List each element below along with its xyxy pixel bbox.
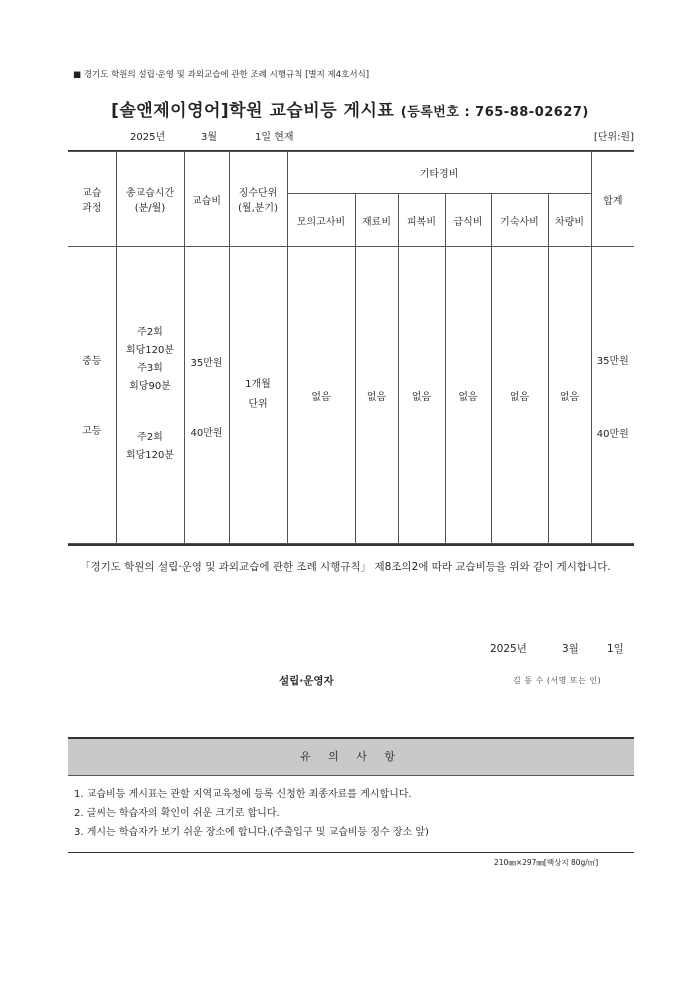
signer-name: 김 동 수 (서명 또는 인)	[513, 676, 602, 685]
course-middle: 중등	[82, 356, 102, 367]
notice-item: 1. 교습비등 게시표는 관할 지역교육청에 등록 신청한 최종자료를 게시합니다.	[74, 789, 412, 800]
notice-bottom-rule	[68, 852, 634, 853]
form-reference-note: ■ 경기도 학원의 설립·운영 및 과외교습에 관한 조례 시행규칙 [별지 제4호서식]	[73, 70, 370, 80]
header-vehicle: 차량비	[548, 194, 591, 247]
header-tuition: 교습비	[184, 152, 229, 247]
paper-spec: 210㎜×297㎜[백상지 80g/㎡]	[494, 858, 599, 867]
header-meals: 급식비	[445, 194, 491, 247]
table-bottom-rule	[68, 544, 634, 546]
page-title	[0, 96, 700, 121]
course-high: 고등	[82, 426, 102, 437]
time-line: 회당120분	[125, 345, 175, 356]
notice-title-bar: 유 의 사 항	[68, 737, 634, 776]
header-total-time: 총교습시간 (분/월)	[116, 152, 184, 247]
notice-list	[74, 785, 429, 842]
header-uniform: 피복비	[398, 194, 445, 247]
time-line: 회당120분	[125, 450, 175, 461]
tuition-middle: 35만원	[190, 358, 223, 369]
notice-item: 3. 게시는 학습자가 보기 쉬운 장소에 합니다.(주출입구 및 교습비등 징수 장소 앞)	[74, 827, 429, 838]
date-year: 2025년	[130, 132, 166, 143]
time-line: 주2회	[137, 327, 163, 338]
meals-value: 없음	[445, 247, 491, 544]
header-dorm: 기숙사비	[491, 194, 548, 247]
dorm-value: 없음	[491, 247, 548, 544]
sign-month: 3월	[562, 643, 579, 655]
vehicle-value: 없음	[548, 247, 591, 544]
time-line: 주2회	[137, 432, 163, 443]
title-main: [솔앤제이영어]학원 교습비등 게시표	[111, 101, 395, 121]
header-other-costs: 기타경비	[287, 152, 591, 194]
header-collection-unit: 징수단위 (월,분기)	[229, 152, 287, 247]
header-total: 합계	[591, 152, 634, 247]
header-materials: 재료비	[355, 194, 398, 247]
date-day: 1일 현재	[255, 132, 294, 143]
header-mock-exam: 모의고사비	[287, 194, 355, 247]
header-course: 교습 과정	[68, 152, 116, 247]
total-high: 40만원	[596, 429, 629, 440]
total-middle: 35만원	[596, 356, 629, 367]
total-time-cell	[116, 247, 184, 544]
operator-label: 설립·운영자	[279, 675, 334, 687]
tuition-high: 40만원	[190, 428, 223, 439]
tuition-cell	[184, 247, 229, 544]
uniform-value: 없음	[398, 247, 445, 544]
sign-year: 2025년	[490, 643, 527, 655]
sign-day: 1일	[607, 643, 624, 655]
total-cell	[591, 247, 634, 544]
date-month: 3월	[201, 132, 218, 143]
fee-table	[68, 151, 634, 544]
unit-label: [단위:원]	[593, 132, 634, 143]
registration-number: (등록번호 : 765-88-02627)	[400, 105, 589, 120]
materials-value: 없음	[355, 247, 398, 544]
notice-item: 2. 글씨는 학습자의 확인이 쉬운 크기로 합니다.	[74, 808, 280, 819]
course-cell	[68, 247, 116, 544]
time-line: 회당90분	[129, 381, 171, 392]
time-line: 주3회	[137, 363, 163, 374]
legal-basis-text: 「경기도 학원의 설립·운영 및 과외교습에 관한 조례 시행규칙」 제8조의2에 따라 교습비등을 위와 같이 게시합니다.	[80, 561, 611, 573]
collection-unit-value: 1개월 단위	[229, 247, 287, 544]
mock-exam-value: 없음	[287, 247, 355, 544]
